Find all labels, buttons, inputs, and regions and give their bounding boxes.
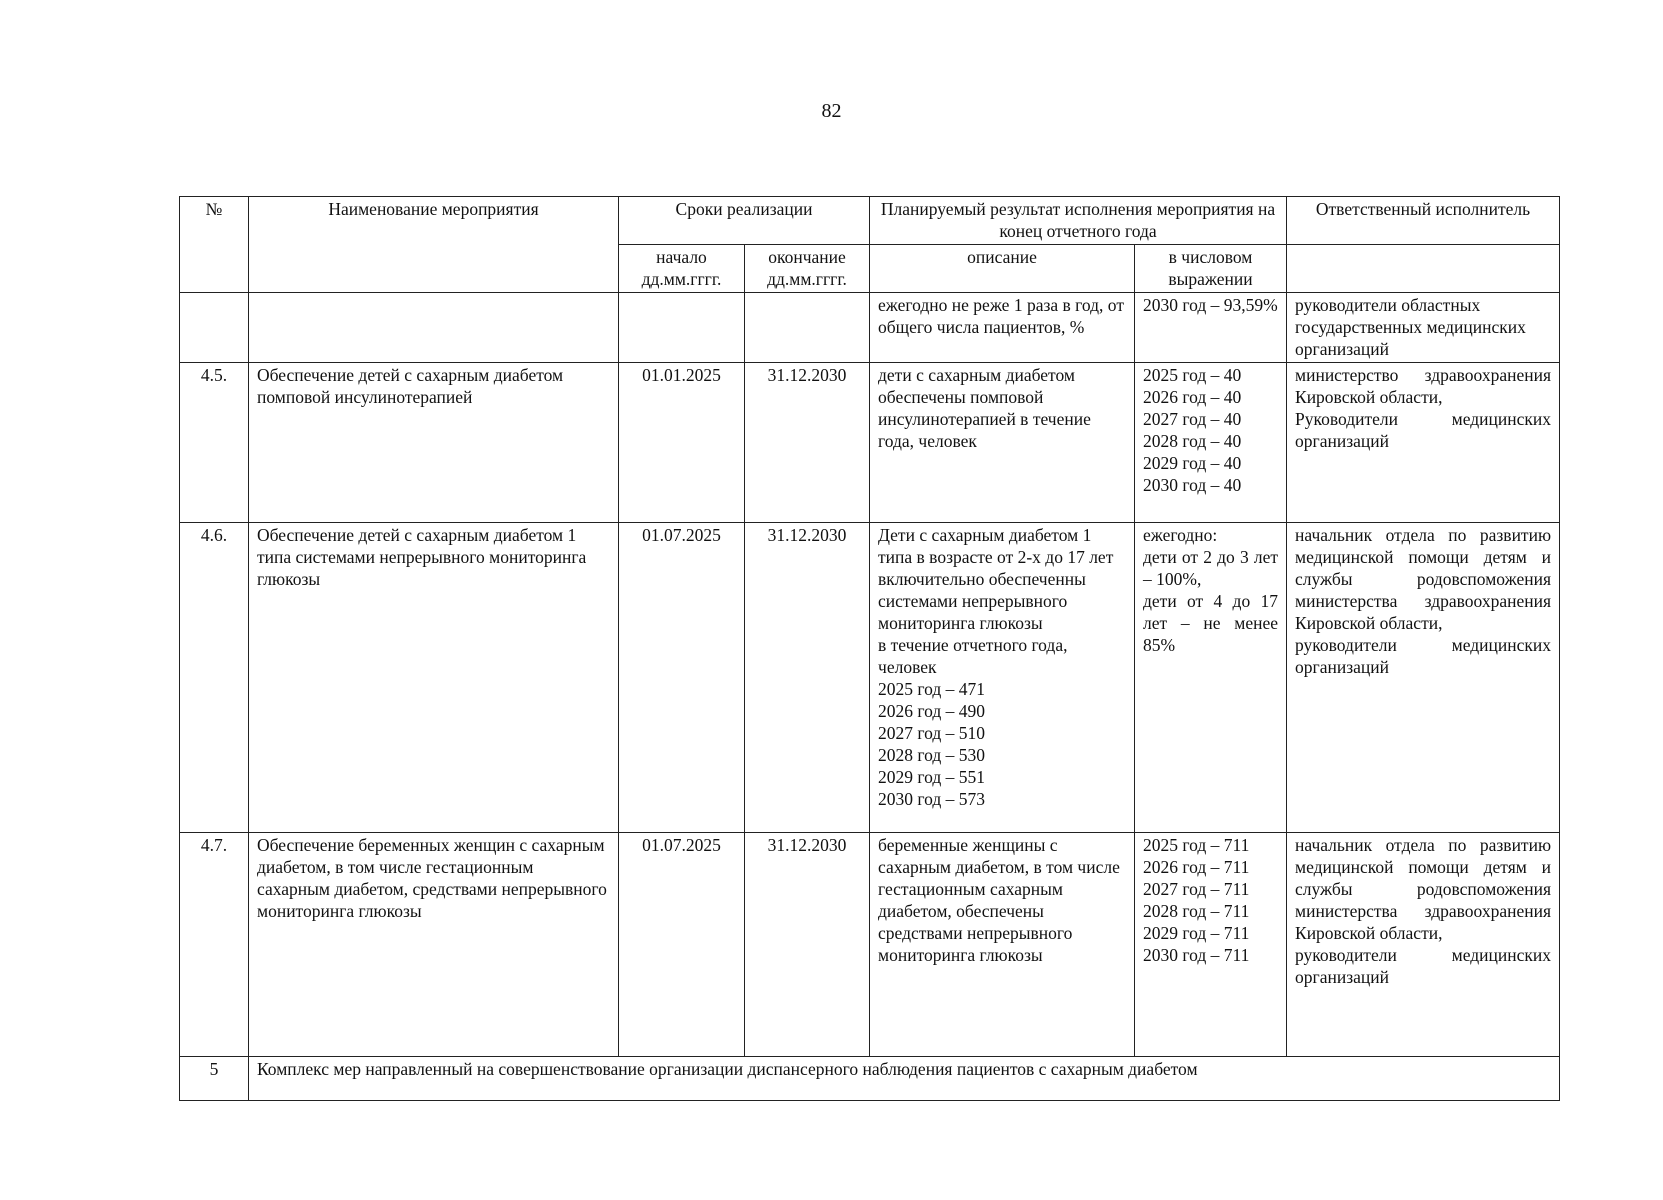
row-end-date [745,293,870,363]
section-number: 5 [180,1057,249,1101]
row-end-date: 31.12.2030 [745,833,870,1057]
row-result-description: дети с сахарным диабетом обеспечены помповой инсулинотерапией в течение года, человек [870,363,1135,523]
row-start-date: 01.01.2025 [619,363,745,523]
action-plan-table [179,196,1560,1101]
table-row [180,293,1560,363]
row-result-value: 2025 год – 711 2026 год – 711 2027 год – 711 2028 год – 711 2029 год – 711 2030 год – 711 [1135,833,1287,1057]
header-result-description: описание [870,245,1135,293]
row-number: 4.6. [180,523,249,833]
row-end-date: 31.12.2030 [745,523,870,833]
row-responsible: начальник отдела по развитию медицинской помощи детям и службы родовспоможения министерства здравоохранения Кировской области, руководители медицинских организаций [1287,833,1560,1057]
row-start-date [619,293,745,363]
row-action-name: Обеспечение беременных женщин с сахарным диабетом, в том числе гестационным сахарным диабетом, средствами непрерывного мониторинга глюкозы [249,833,619,1057]
row-action-name: Обеспечение детей с сахарным диабетом 1 типа системами непрерывного мониторинга глюкозы [249,523,619,833]
row-responsible: начальник отдела по развитию медицинской помощи детям и службы родовспоможения министерства здравоохранения Кировской области, руководители медицинских организаций [1287,523,1560,833]
header-number: № [180,197,249,293]
row-start-date: 01.07.2025 [619,523,745,833]
header-period-end: окончание дд.мм.гггг. [745,245,870,293]
row-result-value: ежегодно: дети от 2 до 3 лет – 100%, дети от 4 до 17 лет – не менее 85% [1135,523,1287,833]
table-row [180,523,1560,833]
section-row [180,1057,1560,1101]
table-row [180,833,1560,1057]
row-number: 4.5. [180,363,249,523]
row-result-description: беременные женщины с сахарным диабетом, в том числе гестационным сахарным диабетом, обеспечены средствами непрерывного мониторинга глюкозы [870,833,1135,1057]
header-responsible-blank [1287,245,1560,293]
row-number [180,293,249,363]
row-result-description: ежегодно не реже 1 раза в год, от общего числа пациентов, % [870,293,1135,363]
header-period: Сроки реализации [619,197,870,245]
page-number: 82 [821,100,842,122]
row-number: 4.7. [180,833,249,1057]
header-responsible: Ответственный исполнитель [1287,197,1560,245]
table-row [180,363,1560,523]
header-row-main [180,197,1560,245]
row-responsible: министерство здравоохранения Кировской области, Руководители медицинских организаций [1287,363,1560,523]
header-result-value: в числовом выражении [1135,245,1287,293]
header-planned-result: Планируемый результат исполнения мероприятия на конец отчетного года [870,197,1287,245]
section-title: Комплекс мер направленный на совершенствование организации диспансерного наблюдения пациентов с сахарным диабетом [249,1057,1560,1101]
row-action-name [249,293,619,363]
header-action-name: Наименование мероприятия [249,197,619,293]
row-start-date: 01.07.2025 [619,833,745,1057]
row-action-name: Обеспечение детей с сахарным диабетом помповой инсулинотерапией [249,363,619,523]
row-result-description: Дети с сахарным диабетом 1 типа в возрасте от 2-х до 17 лет включительно обеспеченны системами непрерывного мониторинга глюкозы в течение отчетного года, человек 2025 год – 471 2026 год – 490 2027 год – 510 2028 год – 530 2029 год – 551 2030 год – 573 [870,523,1135,833]
header-period-start: начало дд.мм.гггг. [619,245,745,293]
row-result-value: 2030 год – 93,59% [1135,293,1287,363]
row-end-date: 31.12.2030 [745,363,870,523]
row-responsible: руководители областных государственных медицинских организаций [1287,293,1560,363]
row-result-value: 2025 год – 40 2026 год – 40 2027 год – 40 2028 год – 40 2029 год – 40 2030 год – 40 [1135,363,1287,523]
